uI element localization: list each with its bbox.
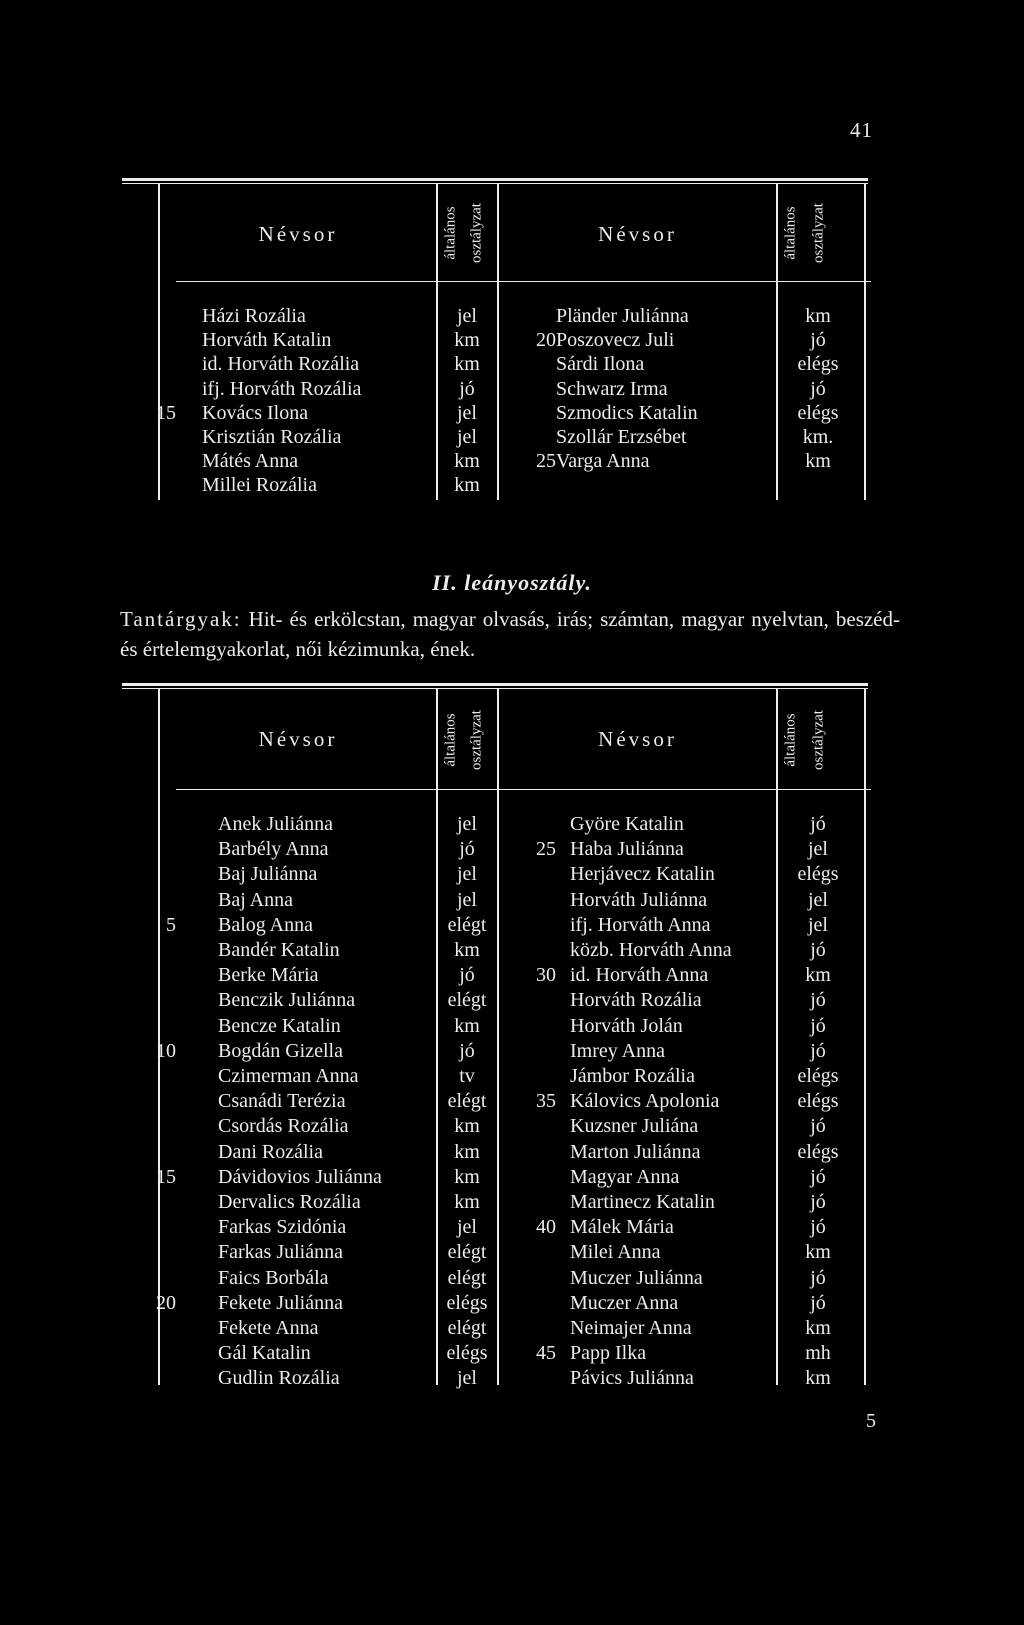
- student-name: Haba Juliánna: [570, 838, 684, 861]
- student-grade: jó: [810, 1216, 826, 1239]
- student-name: Baj Anna: [218, 888, 293, 911]
- student-grade: jel: [457, 305, 477, 327]
- header-grade-line2: osztályzat: [810, 203, 827, 263]
- student-grade: jó: [459, 838, 475, 861]
- student-grade: km: [805, 305, 831, 327]
- student-name: Kálovics Apolonia: [570, 1090, 720, 1113]
- student-name: Faics Borbála: [218, 1266, 329, 1289]
- student-grade: jel: [808, 888, 828, 911]
- student-grade: elégs: [797, 353, 839, 376]
- student-grade: jó: [810, 377, 826, 400]
- student-name: Horváth Katalin: [202, 329, 332, 352]
- student-grade: km: [805, 1241, 831, 1264]
- student-grade: km: [454, 329, 480, 352]
- header-grade-line2: osztályzat: [468, 710, 485, 770]
- table-top-rule-thin: [122, 688, 868, 689]
- table-row: [0, 425, 1024, 450]
- student-grade: elégs: [797, 1065, 839, 1087]
- student-name: Jámbor Rozália: [570, 1065, 695, 1087]
- student-name: Pávics Juliánna: [570, 1367, 694, 1390]
- student-grade: km: [454, 450, 480, 473]
- table-row: [0, 938, 1024, 963]
- student-name: ifj. Horváth Anna: [570, 913, 711, 936]
- table-row: [0, 888, 1024, 913]
- student-name: Muczer Juliánna: [570, 1266, 703, 1289]
- roster-table-2: [0, 683, 1024, 1403]
- row-number: 20: [536, 329, 556, 352]
- student-name: Gudlin Rozália: [218, 1367, 340, 1390]
- row-number: 25: [536, 450, 556, 473]
- student-grade: jó: [810, 1165, 826, 1188]
- student-name: Horváth Jolán: [570, 1014, 683, 1037]
- student-grade: jó: [810, 813, 826, 835]
- table-row: [0, 1089, 1024, 1114]
- student-name: Poszovecz Juli: [556, 329, 675, 352]
- student-grade: jó: [810, 1191, 826, 1213]
- header-name-col: Névsor: [258, 222, 338, 246]
- student-grade: jó: [810, 1266, 826, 1289]
- student-name: ifj. Horváth Rozália: [202, 377, 362, 400]
- student-name: Martinecz Katalin: [570, 1191, 715, 1213]
- student-grade: jel: [457, 1216, 477, 1239]
- student-name: Schwarz Irma: [556, 377, 668, 400]
- student-name: Kuzsner Juliána: [570, 1115, 699, 1138]
- student-grade: jel: [457, 426, 477, 448]
- row-number: 40: [536, 1216, 556, 1239]
- student-grade: jel: [457, 888, 477, 911]
- student-grade: elégt: [447, 1266, 487, 1289]
- student-name: Magyar Anna: [570, 1165, 680, 1188]
- table-top-rule: [122, 178, 868, 181]
- student-name: Sárdi Ilona: [556, 353, 645, 376]
- student-name: Csanádi Terézia: [218, 1090, 346, 1113]
- student-name: Berke Mária: [218, 964, 319, 987]
- header-name-col: Névsor: [258, 727, 338, 751]
- student-grade: km: [454, 1014, 480, 1037]
- student-name: Bencze Katalin: [218, 1014, 341, 1037]
- student-grade: jel: [808, 838, 828, 861]
- student-name: Farkas Juliánna: [218, 1241, 343, 1264]
- header-grade-line2: osztályzat: [810, 710, 827, 770]
- student-name: Fekete Juliánna: [218, 1291, 343, 1314]
- table-row: [0, 1341, 1024, 1366]
- student-grade: km: [454, 1191, 480, 1213]
- student-grade: elégs: [797, 1140, 839, 1163]
- student-name: Dervalics Rozália: [218, 1191, 361, 1213]
- student-name: Fekete Anna: [218, 1317, 319, 1339]
- row-number: 30: [536, 964, 556, 987]
- student-grade: elégs: [446, 1342, 488, 1365]
- table-row: [0, 1266, 1024, 1291]
- table-row: [0, 963, 1024, 988]
- table-row: [0, 1316, 1024, 1341]
- student-grade: elégt: [447, 989, 487, 1012]
- student-name: id. Horváth Anna: [570, 964, 709, 987]
- subjects-label: Tantárgyak:: [120, 607, 242, 631]
- student-name: Anek Juliánna: [218, 813, 333, 835]
- student-name: Balog Anna: [218, 913, 313, 936]
- table-row: [0, 1366, 1024, 1391]
- student-grade: jó: [459, 1039, 475, 1062]
- student-name: Gál Katalin: [218, 1342, 311, 1365]
- row-number: 15: [156, 401, 176, 424]
- student-name: Muczer Anna: [570, 1291, 679, 1314]
- student-name: Dani Rozália: [218, 1140, 323, 1163]
- student-grade: km: [805, 964, 831, 987]
- table-row: [0, 1215, 1024, 1240]
- student-grade: elégs: [797, 401, 839, 424]
- row-number: 25: [536, 838, 556, 861]
- student-name: Neimajer Anna: [570, 1317, 692, 1339]
- table-row: [0, 304, 1024, 329]
- row-number: 35: [536, 1090, 556, 1113]
- student-grade: jel: [808, 913, 828, 936]
- student-grade: jel: [457, 1367, 477, 1390]
- header-grade-line1: általános: [442, 206, 459, 260]
- student-grade: jó: [810, 1291, 826, 1314]
- student-grade: jó: [810, 989, 826, 1012]
- table-row: [0, 1064, 1024, 1089]
- student-name: Bandér Katalin: [218, 939, 340, 961]
- table-row: [0, 352, 1024, 377]
- student-name: közb. Horváth Anna: [570, 939, 732, 961]
- student-name: id. Horváth Rozália: [202, 353, 360, 376]
- student-name: Baj Juliánna: [218, 863, 318, 886]
- student-grade: jel: [457, 401, 477, 424]
- table-row: [0, 913, 1024, 938]
- student-grade: tv: [459, 1065, 475, 1087]
- header-name-col: Névsor: [598, 222, 677, 246]
- table-row: [0, 837, 1024, 862]
- student-grade: km: [454, 939, 480, 961]
- student-grade: km: [454, 1165, 480, 1188]
- student-grade: jó: [459, 377, 475, 400]
- header-grade-line1: általános: [782, 206, 799, 260]
- student-grade: km: [454, 474, 480, 497]
- table-row: [0, 1291, 1024, 1316]
- student-name: Barbély Anna: [218, 838, 329, 861]
- student-grade: jel: [457, 813, 477, 835]
- table-row: [0, 1140, 1024, 1165]
- student-name: Millei Rozália: [202, 474, 317, 497]
- student-grade: jó: [810, 1014, 826, 1037]
- table-row: [0, 1240, 1024, 1265]
- table-top-rule: [122, 683, 868, 686]
- student-name: Csordás Rozália: [218, 1115, 349, 1138]
- student-name: Krisztián Rozália: [202, 426, 342, 448]
- student-grade: km: [454, 353, 480, 376]
- student-name: Szmodics Katalin: [556, 401, 698, 424]
- student-name: Házi Rozália: [202, 305, 306, 327]
- table-row: [0, 812, 1024, 837]
- header-separator: [176, 281, 871, 282]
- student-grade: elégt: [447, 1317, 487, 1339]
- student-name: Horváth Juliánna: [570, 888, 708, 911]
- table-row: [0, 328, 1024, 353]
- student-name: Kovács Ilona: [202, 401, 309, 424]
- student-grade: elégt: [447, 913, 487, 936]
- student-name: Milei Anna: [570, 1241, 661, 1264]
- student-name: Benczik Juliánna: [218, 989, 356, 1012]
- header-grade-line1: általános: [782, 713, 799, 767]
- table-row: [0, 862, 1024, 887]
- table-row: [0, 473, 1024, 498]
- table-top-rule-thin: [122, 183, 868, 184]
- student-name: Szollár Erzsébet: [556, 426, 687, 448]
- student-grade: km.: [802, 426, 834, 448]
- student-grade: jó: [810, 329, 826, 352]
- row-number: 15: [156, 1165, 176, 1188]
- student-grade: elégs: [446, 1291, 488, 1314]
- table-row: [0, 1014, 1024, 1039]
- student-grade: elégs: [797, 863, 839, 886]
- table-row: [0, 1114, 1024, 1139]
- subjects-text: Hit- és erkölcstan, magyar olvasás, irás; számtan, magyar nyelvtan, beszéd- és értelemgyakorlat, női kézimunka, ének.: [120, 607, 900, 661]
- row-number: 45: [536, 1342, 556, 1365]
- student-grade: jel: [457, 863, 477, 886]
- student-grade: elégt: [447, 1090, 487, 1113]
- header-name-col: Névsor: [598, 727, 677, 751]
- student-name: Varga Anna: [556, 450, 650, 473]
- student-name: Bogdán Gizella: [218, 1039, 343, 1062]
- roster-table-1: [0, 178, 1024, 508]
- student-grade: km: [805, 450, 831, 473]
- row-number: 20: [156, 1291, 176, 1314]
- student-grade: jó: [810, 1115, 826, 1138]
- student-name: Marton Juliánna: [570, 1140, 701, 1163]
- student-grade: km: [805, 1317, 831, 1339]
- row-number: 5: [166, 913, 176, 936]
- student-name: Czimerman Anna: [218, 1065, 359, 1087]
- student-name: Imrey Anna: [570, 1039, 665, 1062]
- student-name: Pländer Juliánna: [556, 305, 689, 327]
- student-grade: elégt: [447, 1241, 487, 1264]
- row-number: 10: [156, 1039, 176, 1062]
- student-name: Horváth Rozália: [570, 989, 702, 1012]
- student-name: Herjávecz Katalin: [570, 863, 715, 886]
- table-row: [0, 449, 1024, 474]
- signature-mark: 5: [866, 1410, 876, 1432]
- student-name: Málek Mária: [570, 1216, 674, 1239]
- student-name: Györe Katalin: [570, 813, 684, 835]
- student-name: Farkas Szidónia: [218, 1216, 347, 1239]
- table-row: [0, 1165, 1024, 1190]
- table-row: [0, 401, 1024, 426]
- table-row: [0, 377, 1024, 402]
- subjects-paragraph: [120, 604, 900, 664]
- table-row: [0, 1190, 1024, 1215]
- table-row: [0, 988, 1024, 1013]
- student-grade: elégs: [797, 1090, 839, 1113]
- page-number: 41: [850, 118, 873, 142]
- student-grade: jó: [810, 939, 826, 961]
- student-grade: jó: [810, 1039, 826, 1062]
- student-grade: jó: [459, 964, 475, 987]
- header-grade-line1: általános: [442, 713, 459, 767]
- student-grade: mh: [805, 1342, 831, 1365]
- student-grade: km: [454, 1115, 480, 1138]
- student-name: Papp Ilka: [570, 1342, 647, 1365]
- student-grade: km: [454, 1140, 480, 1163]
- section-title: II. leányosztály.: [432, 570, 592, 595]
- student-name: Mátés Anna: [202, 450, 299, 473]
- table-row: [0, 1039, 1024, 1064]
- student-name: Dávidovios Juliánna: [218, 1165, 382, 1188]
- header-separator: [176, 789, 871, 790]
- student-grade: km: [805, 1367, 831, 1390]
- header-grade-line2: osztályzat: [468, 203, 485, 263]
